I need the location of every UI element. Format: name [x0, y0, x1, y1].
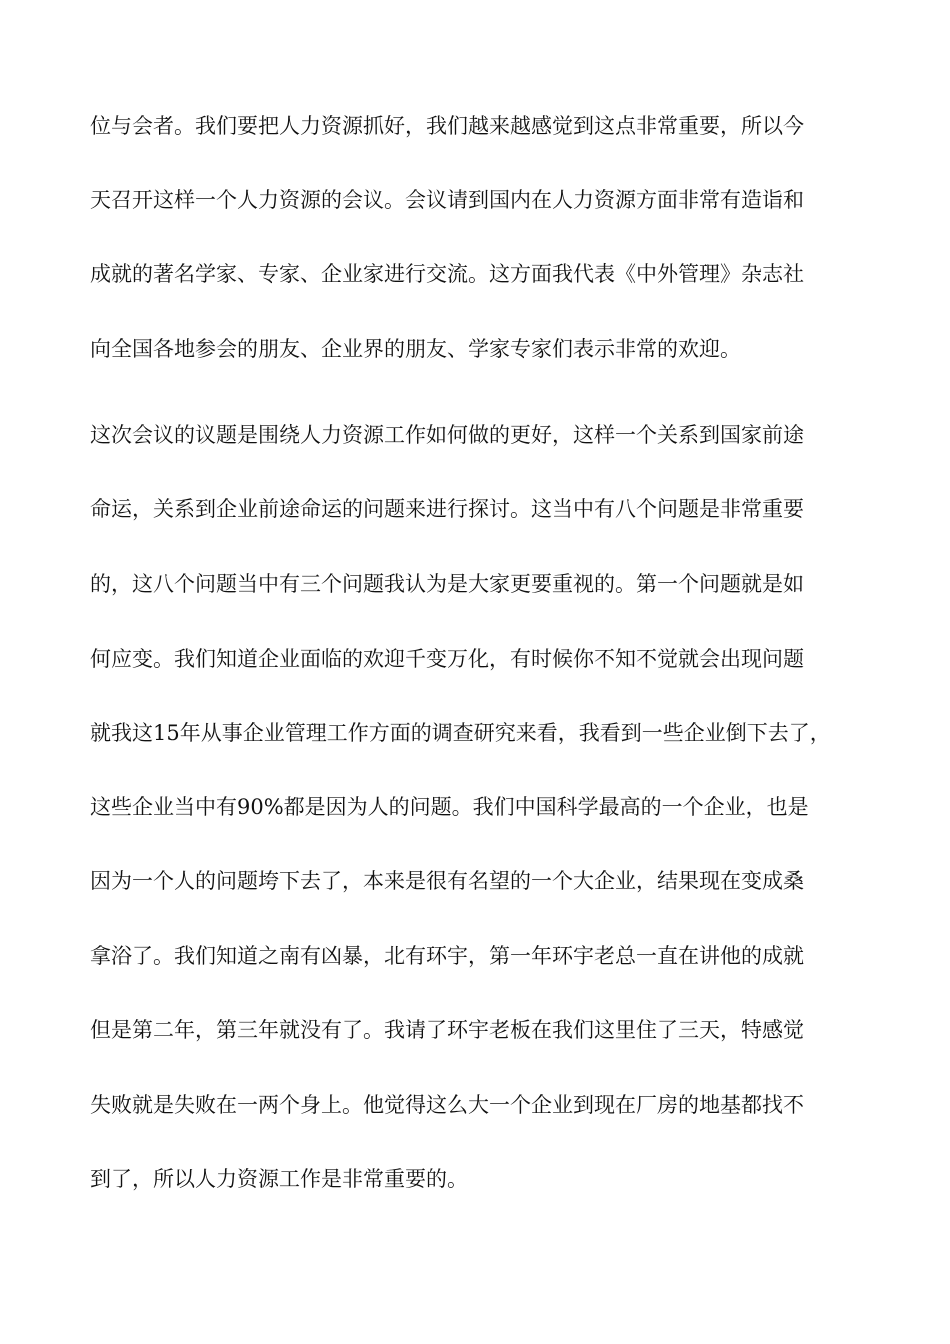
text-line: 但是第二年，第三年就没有了。我请了环宇老板在我们这里住了三天，特感觉: [90, 1018, 804, 1042]
text-line: 成就的著名学家、专家、企业家进行交流。这方面我代表《中外管理》杂志社: [90, 262, 804, 286]
text-line: 拿浴了。我们知道之南有凶暴，北有环宇，第一年环宇老总一直在讲他的成就: [90, 944, 804, 968]
text-line: 位与会者。我们要把人力资源抓好，我们越来越感觉到这点非常重要，所以今: [90, 114, 804, 138]
text-line: 失败就是失败在一两个身上。他觉得这么大一个企业到现在厂房的地基都找不: [90, 1093, 804, 1117]
text-line: 就我这15年从事企业管理工作方面的调查研究来看，我看到一些企业倒下去了，: [90, 721, 831, 745]
text-line: 因为一个人的问题垮下去了，本来是很有名望的一个大企业，结果现在变成桑: [90, 869, 804, 893]
text-line: 命运，关系到企业前途命运的问题来进行探讨。这当中有八个问题是非常重要: [90, 497, 804, 521]
text-line: 这次会议的议题是围绕人力资源工作如何做的更好，这样一个关系到国家前途: [90, 423, 804, 447]
text-line: 的，这八个问题当中有三个问题我认为是大家更要重视的。第一个问题就是如: [90, 572, 804, 596]
text-line: 到了，所以人力资源工作是非常重要的。: [90, 1167, 468, 1191]
text-line: 天召开这样一个人力资源的会议。会议请到国内在人力资源方面非常有造诣和: [90, 188, 804, 212]
text-line: 向全国各地参会的朋友、企业界的朋友、学家专家们表示非常的欢迎。: [90, 337, 741, 361]
text-line: 这些企业当中有90%都是因为人的问题。我们中国科学最高的一个企业，也是: [90, 795, 809, 819]
text-line: 何应变。我们知道企业面临的欢迎千变万化，有时候你不知不觉就会出现问题: [90, 647, 804, 671]
